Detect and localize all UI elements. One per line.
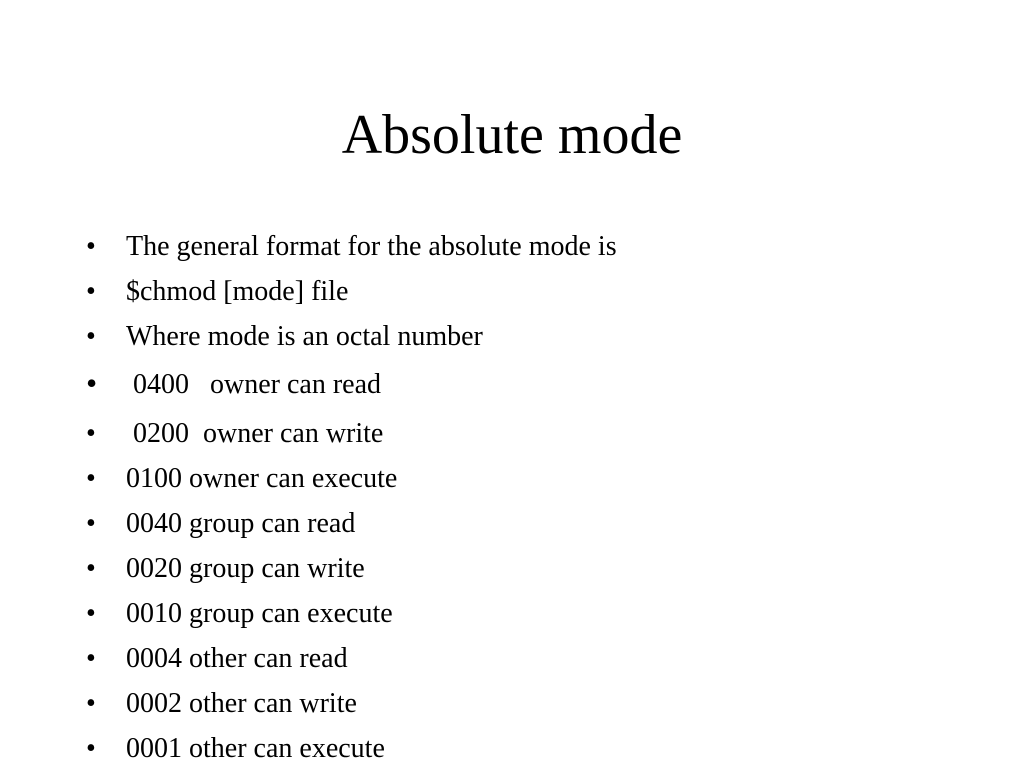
list-item-text: Where mode is an octal number — [126, 321, 483, 352]
bullet-icon: • — [86, 598, 96, 629]
bullet-icon: • — [86, 508, 96, 539]
list-item-text: 0010 group can execute — [126, 598, 393, 629]
bullet-icon: • — [86, 231, 96, 262]
list-item — [86, 359, 382, 411]
list-item — [86, 501, 356, 546]
list-item-text: 0040 group can read — [126, 508, 356, 539]
list-item-text: The general format for the absolute mode is — [126, 231, 617, 262]
bullet-icon: • — [86, 321, 96, 352]
list-item — [86, 456, 398, 501]
list-item-text: $chmod [mode] file — [126, 276, 349, 307]
bullet-icon: • — [86, 365, 98, 401]
bullet-icon: • — [86, 418, 96, 449]
bullet-icon: • — [86, 688, 96, 719]
list-item — [86, 314, 483, 359]
list-item-text: 0400 owner can read — [126, 369, 382, 400]
list-item — [86, 224, 617, 269]
list-item-text: 0020 group can write — [126, 553, 365, 584]
list-item-text: 0100 owner can execute — [126, 463, 398, 494]
list-item — [86, 269, 349, 314]
list-item-text: 0200 owner can write — [126, 418, 384, 449]
bullet-icon: • — [86, 276, 96, 307]
slide-title: Absolute mode — [341, 104, 683, 166]
list-item — [86, 546, 365, 591]
bullet-icon: • — [86, 463, 96, 494]
bullet-list — [86, 224, 617, 768]
list-item-text: 0002 other can write — [126, 688, 357, 719]
bullet-icon: • — [86, 643, 96, 674]
bullet-icon: • — [86, 733, 96, 764]
list-item — [86, 681, 357, 726]
bullet-icon: • — [86, 553, 96, 584]
list-item — [86, 636, 348, 681]
list-item — [86, 591, 393, 636]
list-item — [86, 411, 384, 456]
list-item-text: 0001 other can execute — [126, 733, 385, 764]
list-item-text: 0004 other can read — [126, 643, 348, 674]
list-item — [86, 726, 385, 768]
